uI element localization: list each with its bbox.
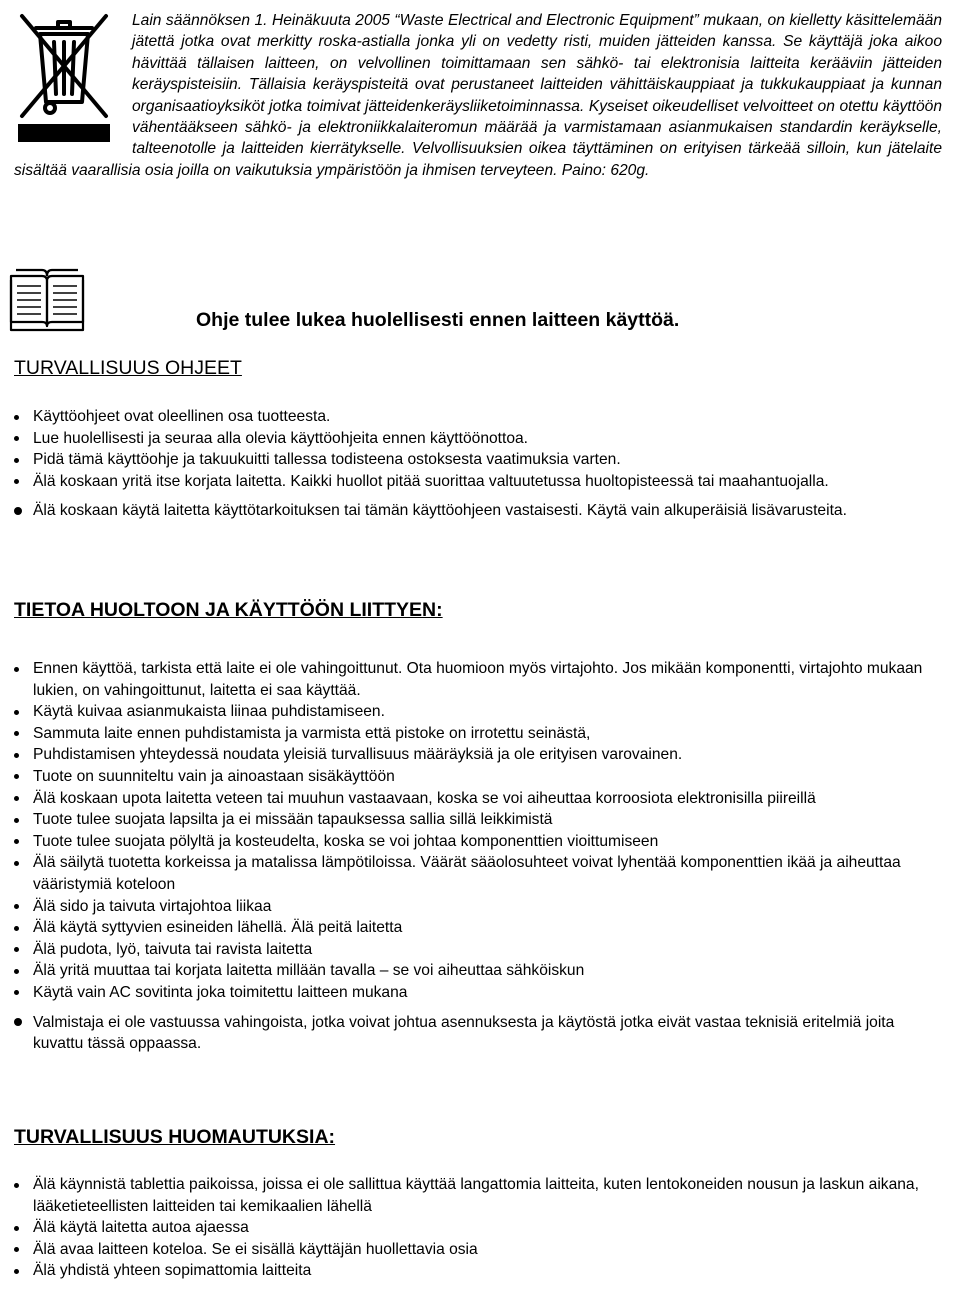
list-item: Puhdistamisen yhteydessä noudata yleisiä turvallisuus määräyksiä ja ole erityisen varovainen. bbox=[14, 744, 946, 766]
list-item: Käytä kuivaa asianmukaista liinaa puhdistamiseen. bbox=[14, 701, 946, 723]
list-item: Älä koskaan upota laitetta veteen tai muuhun vastaavaan, koska se voi aiheuttaa korroosiota elektronisilla piireillä bbox=[14, 788, 946, 810]
list-item: Pidä tämä käyttöohje ja takuukuitti tallessa todisteena ostoksesta vaatimuksia varten. bbox=[14, 449, 946, 471]
list-item: Älä yhdistä yhteen sopimattomia laitteita bbox=[14, 1260, 946, 1282]
list-item: Älä käynnistä tablettia paikoissa, joissa ei ole sallittua käyttää langattomia laitteita, kuten lentokoneiden nousun ja laskun aikana, lääketieteellisten laitteiden tai kemikaalien lähellä bbox=[14, 1174, 946, 1217]
list-item: Älä säilytä tuotetta korkeissa ja matalissa lämpötiloissa. Väärät sääolosuhteet voivat lyhentää komponenttien ikää ja aiheuttaa vääristymiä koteloon bbox=[14, 852, 946, 895]
safety-instructions-heading: TURVALLISUUS OHJEET bbox=[14, 357, 242, 379]
list-item: Älä yritä muuttaa tai korjata laitetta millään tavalla – se voi aiheuttaa sähköiskun bbox=[14, 960, 946, 982]
list-item: Käyttöohjeet ovat oleellinen osa tuotteesta. bbox=[14, 406, 946, 428]
recycling-text: Lain säännöksen 1. Heinäkuuta 2005 “Waste Electrical and Electronic Equipment” mukaan, on kielletty käsittelemään jätettä jotka ovat merkitty roska-astialla jonka yli on vedetty risti, muiden jätteiden kanssa. Se käyttäjä joka aikoo hävittää tällaisen laitteen, on velvollinen toimittamaan sen sähkö- tai elektronisia laitteita kerääviin jätteiden keräyspisteisiin. Tällaisia keräyspisteitä ovat perustaneet laitteiden vähittäiskauppiaat ja tukkukauppiaat ja kunnan organisaatioyksiköt jotka toimivat jätteidenkeräysliiketoiminnassa. Kyseiset oikeudelliset velvoitteet on otettu käyttöön vähentääkseen sähkö- ja elektroniikkalaiteromun määrää ja varmistamaan asianmukaisen standardin keräykselle, talteenotolle ja laitteiden kierrätykselle. Velvollisuuksien oikea täyttäminen on erityisen tärkeää silloin, kun jätelaite sisältää vaarallisia osia joilla on vaikutuksia ympäristöön ja ihmisen terveyteen. Paino: 620g. bbox=[14, 12, 942, 179]
list-item: Tuote tulee suojata pölyltä ja kosteudelta, koska se voi johtaa komponenttien vioittumiseen bbox=[14, 831, 946, 853]
list-item: Älä pudota, lyö, taivuta tai ravista laitetta bbox=[14, 939, 946, 961]
list-item: Käytä vain AC sovitinta joka toimitettu laitteen mukana bbox=[14, 982, 946, 1004]
read-manual-notice: Ohje tulee lukea huolellisesti ennen laitteen käyttöä. bbox=[196, 309, 680, 331]
maintenance-info-heading: TIETOA HUOLTOON JA KÄYTTÖÖN LIITTYEN: bbox=[14, 599, 443, 621]
safety-instructions-list bbox=[14, 406, 946, 528]
list-item: Tuote tulee suojata lapsilta ja ei missään tapauksessa sallia sillä leikkimistä bbox=[14, 809, 946, 831]
list-item: Älä koskaan käytä laitetta käyttötarkoituksen tai tämän käyttöohjeen vastaisesti. Käytä vain alkuperäisiä lisävarusteita. bbox=[14, 500, 946, 522]
list-item: Tuote on suunniteltu vain ja ainoastaan sisäkäyttöön bbox=[14, 766, 946, 788]
list-item: Älä käytä laitetta autoa ajaessa bbox=[14, 1217, 946, 1239]
list-item: Älä avaa laitteen koteloa. Se ei sisällä käyttäjän huollettavia osia bbox=[14, 1239, 946, 1261]
list-item: Ennen käyttöä, tarkista että laite ei ole vahingoittunut. Ota huomioon myös virtajohto. Jos mikään komponentti, virtajohto mukaan lukien, on vahingoittunut, laitetta ei saa käyttää. bbox=[14, 658, 946, 701]
maintenance-info-list bbox=[14, 658, 946, 1061]
list-item: Sammuta laite ennen puhdistamista ja varmista että pistoke on irrotettu seinästä, bbox=[14, 723, 946, 745]
list-item: Valmistaja ei ole vastuussa vahingoista, jotka voivat johtua asennuksesta ja käytöstä jotka eivät vastaa teknisiä eritelmiä joita kuvattu tässä oppaassa. bbox=[14, 1012, 946, 1055]
safety-notes-heading: TURVALLISUUS HUOMAUTUKSIA: bbox=[14, 1126, 336, 1148]
safety-notes-list bbox=[14, 1174, 946, 1282]
list-item: Lue huolellisesti ja seuraa alla olevia käyttöohjeita ennen käyttöönottoa. bbox=[14, 428, 946, 450]
recycling-notice bbox=[14, 10, 942, 181]
list-item: Älä käytä syttyvien esineiden lähellä. Älä peitä laitetta bbox=[14, 917, 946, 939]
list-item: Älä sido ja taivuta virtajohtoa liikaa bbox=[14, 896, 946, 918]
open-book-icon bbox=[8, 266, 86, 334]
crossed-out-wheelie-bin-icon bbox=[14, 10, 114, 144]
list-item: Älä koskaan yritä itse korjata laitetta. Kaikki huollot pitää suorittaa valtuutetussa huoltopisteessä tai maahantuojalla. bbox=[14, 471, 946, 493]
